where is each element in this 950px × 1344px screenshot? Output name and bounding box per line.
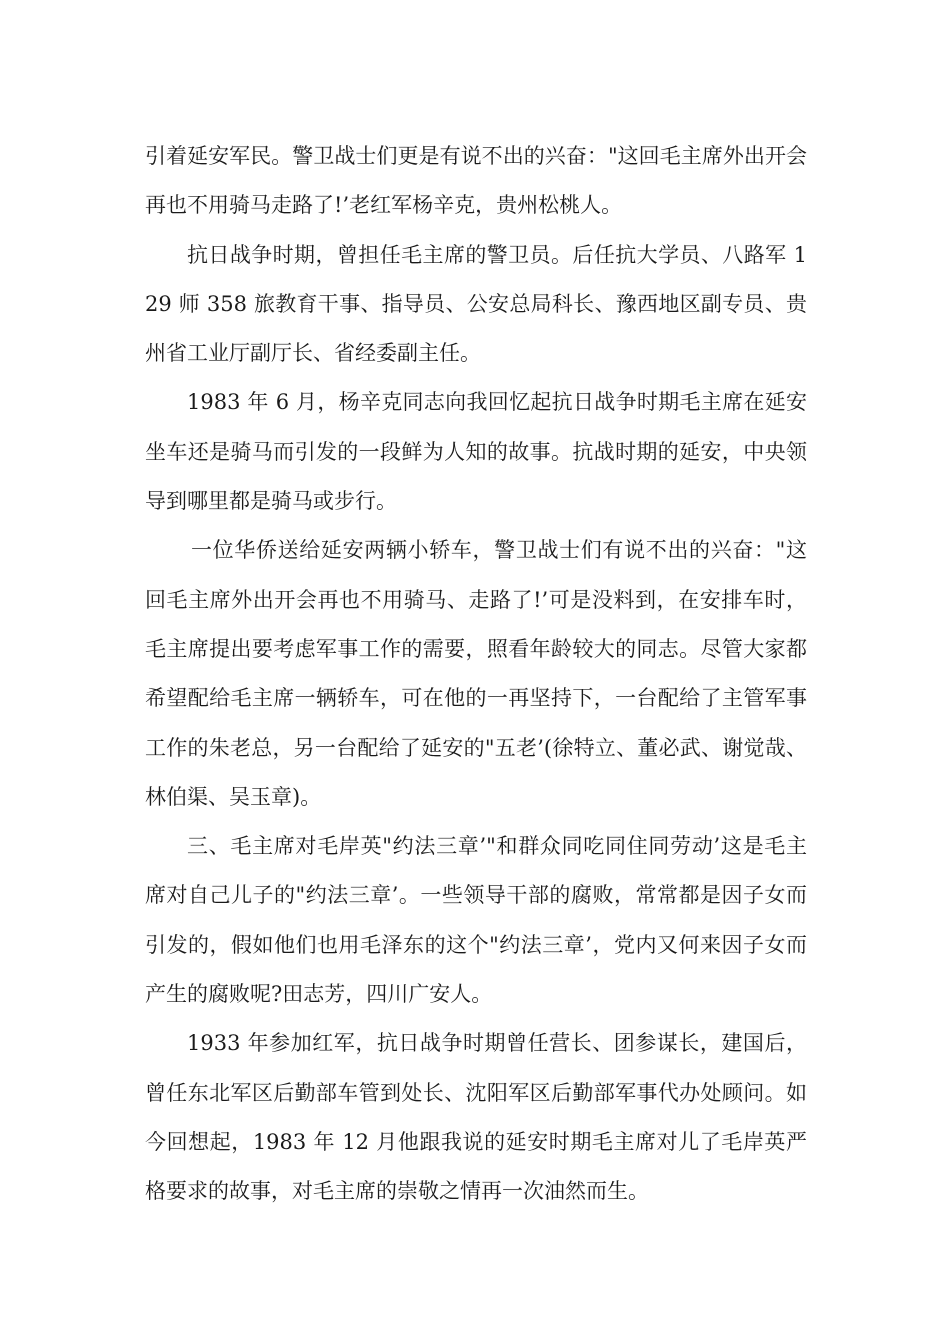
document-body: [145, 132, 807, 1217]
paragraph-2: 抗日战争时期，曾担任毛主席的警卫员。后任抗大学员、八路军 129 师 358 旅教育干事、指导员、公安总局科长、豫西地区副专员、贵州省工业厅副厅长、省经委副主任。: [145, 242, 807, 366]
paragraph-4: 一位华侨送给延安两辆小轿车，警卫战士们有说不出的兴奋："这回毛主席外出开会再也不用骑马、走路了!’可是没料到，在安排车时，毛主席提出要考虑军事工作的需要，照看年龄较大的同志。尽管大家都希望配给毛主席一辆轿车，可在他的一再坚持下，一台配给了主管军事工作的朱老总，另一台配给了延安的"五老’(徐特立、董必武、谢觉哉、林伯渠、吴玉章)。: [145, 538, 807, 809]
paragraph-5: 三、毛主席对毛岸英"约法三章’"和群众同吃同住同劳动’这是毛主席对自己儿子的"约法三章’。一些领导干部的腐败，常常都是因子女而引发的，假如他们也用毛泽东的这个"约法三章’，党内又何来因子女而产生的腐败呢?田志芳，四川广安人。: [145, 834, 807, 1007]
paragraph-3: 1983 年 6 月，杨辛克同志向我回忆起抗日战争时期毛主席在延安坐车还是骑马而引发的一段鲜为人知的故事。抗战时期的延安，中央领导到哪里都是骑马或步行。: [145, 390, 807, 514]
paragraph-6: 1933 年参加红军，抗日战争时期曾任营长、团参谋长，建国后，曾任东北军区后勤部车管到处长、沈阳军区后勤部军事代办处顾问。如今回想起，1983 年 12 月他跟我说的延安时期毛主席对儿了毛岸英严格要求的故事，对毛主席的崇敬之情再一次油然而生。: [145, 1031, 807, 1204]
paragraph-1: 引着延安军民。警卫战士们更是有说不出的兴奋："这回毛主席外出开会再也不用骑马走路了!’老红军杨辛克，贵州松桃人。: [145, 144, 807, 218]
